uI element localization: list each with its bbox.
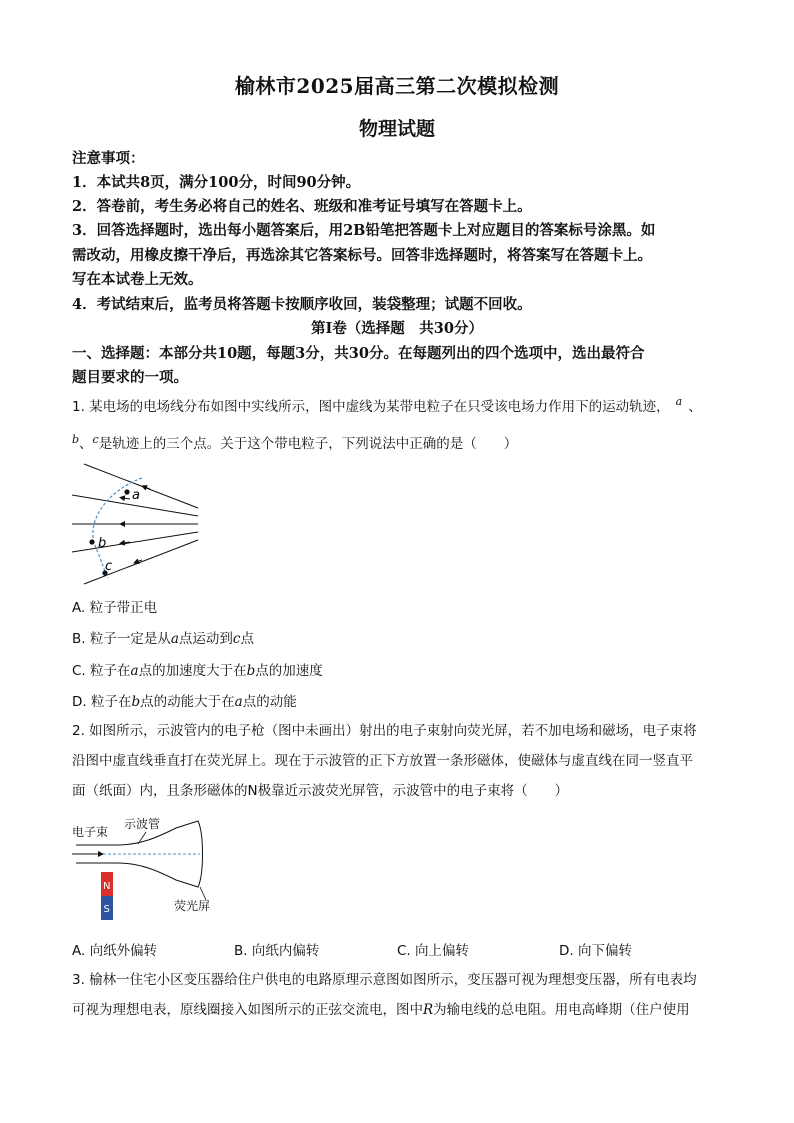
exam-subtitle: 物理试题 [358,118,435,140]
note-item: 2．答卷前，考生务必将自己的姓名、班级和准考证号填写在答题卡上。 [72,198,532,215]
option-text: 点的加速度大于在 [138,663,247,679]
label-c: c [105,559,113,574]
option-text: 点的加速度 [255,663,323,679]
q2-stem: 面（纸面）内，且条形磁体的N极靠近示波荧光屏管，示波管中的电子束将（ ） [72,783,569,799]
label-a: a [132,488,140,503]
north-label: N [103,881,111,892]
q3-stem-text: 为输电线的总电阻。用电高峰期（住户使用 [433,1002,690,1018]
q2-option-c[interactable]: C. 向上偏转 [397,943,470,959]
q1-stem-text: 是轨迹上的三个点。关于这个带电粒子，下列说法中正确的是（ ） [98,436,518,452]
q2-stem: 沿图中虚直线垂直打在荧光屏上。现在于示波管的正下方放置一条形磁体，使磁体与虚直线在同一竖直平 [72,753,693,769]
q3-stem-text: 可视为理想电表，原线圈接入如图所示的正弦交流电，图中 [72,1002,423,1018]
q1-option-d[interactable] [72,690,297,710]
q1-sep: 、 [688,399,702,415]
q1-var-a: a [675,395,683,408]
q2-option-b[interactable]: B. 向纸内偏转 [234,943,320,959]
tube-label: 示波管 [124,817,161,831]
option-text: B. 粒子一定是从 [72,631,171,647]
note-item: 4．考试结束后，监考员将答题卡按顺序收回，装袋整理；试题不回收。 [72,296,532,313]
q1-stem-text: 1. 某电场的电场线分布如图中实线所示，图中虚线为某带电粒子在只受该电场力作用下的运动轨迹， [72,399,670,415]
exam-title: 榆林市2025届高三第二次模拟检测 [234,74,560,98]
q1-stem [72,395,732,417]
var-c: c [232,631,241,647]
oscilloscope-figure [70,814,230,926]
q1-option-b[interactable] [72,627,254,647]
section-instruction: 题目要求的一项。 [72,369,188,386]
var-b: b [246,663,256,679]
note-item: 1．本试共8页，满分100分，时间90分钟。 [72,174,361,191]
q1-sep: 、 [79,436,93,452]
q1-stem-line2 [72,435,732,454]
q1-var-c: c [92,433,99,446]
var-a: a [170,631,179,647]
var-a: a [234,694,243,710]
point-a-dot [124,489,129,494]
option-text: C. 粒子在 [72,663,131,679]
q3-stem: 3. 榆林一住宅小区变压器给住户供电的电路原理示意图如图所示，变压器可视为理想变压器，所有电表均 [72,972,697,988]
q1-option-a[interactable]: A. 粒子带正电 [72,600,158,616]
q2-option-a[interactable]: A. 向纸外偏转 [72,943,158,959]
field-line [84,464,198,508]
note-item: 写在本试卷上无效。 [72,271,203,288]
note-item: 需改动，用橡皮擦干净后，再选涂其它答案标号。回答非选择题时，将答案写在答题卡上。 [72,247,652,264]
section-instruction: 一、选择题：本部分共10题，每题3分，共30分。在每题列出的四个选项中，选出最符合 [72,345,645,362]
option-text: 点的动能 [242,694,297,710]
option-text: 点 [240,631,254,647]
point-b-dot [89,539,94,544]
q1-var-b: b [72,433,80,446]
beam-arrow-head [98,851,104,857]
electric-field-figure [70,460,205,588]
south-label: S [103,904,110,915]
option-text: D. 粒子在 [72,694,132,710]
option-text: 点运动到 [178,631,233,647]
q1-option-c[interactable] [72,659,323,679]
q3-stem [72,1001,732,1019]
note-item: 3．回答选择题时，选出每小题答案后，用2B铅笔把答题卡上对应题目的答案标号涂黑。如 [72,222,656,239]
var-R: R [423,1002,434,1018]
label-b: b [98,536,107,551]
q2-stem: 2. 如图所示，示波管内的电子枪（图中未画出）射出的电子束射向荧光屏，若不加电场和磁场，电子束将 [72,723,697,739]
section-title: 第Ⅰ卷（选择题 共30分） [311,320,483,337]
var-b: b [131,694,141,710]
notes-heading: 注意事项： [72,150,145,167]
var-a: a [130,663,139,679]
q2-option-d[interactable]: D. 向下偏转 [559,943,632,959]
screen-label: 荧光屏 [174,899,211,913]
beam-label: 电子束 [72,825,109,839]
option-text: 点的动能大于在 [140,694,235,710]
